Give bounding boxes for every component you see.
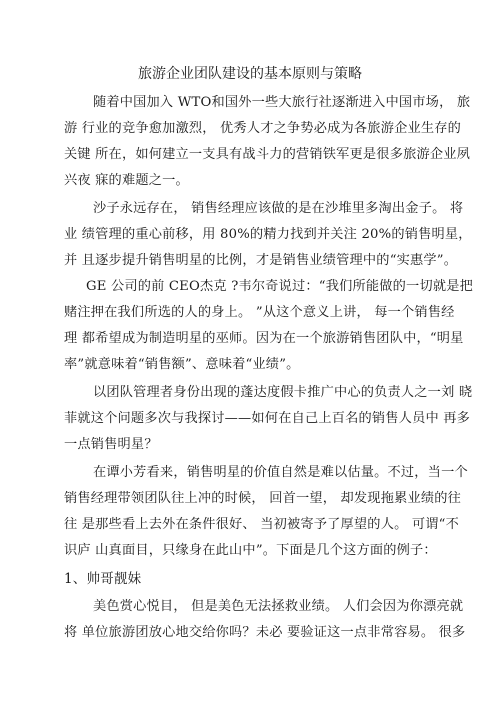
body-line: 关键 所在，如何建立一支具有战斗力的营销铁军更是很多旅游企业夙 (64, 147, 471, 162)
body-line: 识庐 山真面目，只缘身在此山中”。下面是几个这方面的例子： (64, 543, 437, 558)
body-line: 一点销售明星？ (64, 437, 158, 452)
body-line: 并 且逐步提升销售明星的比例，才是销售业绩管理中的“实惠学”。 (64, 253, 458, 268)
body-line: 将 单位旅游团放心地交给你吗？未必 要验证这一点非常容易。 很多 (64, 625, 466, 640)
body-line: 美色赏心悦目， 但是美色无法拯救业绩。 人们会因为你漂亮就 (93, 599, 464, 614)
document-title: 旅游企业团队建设的基本原则与策略 (138, 66, 362, 82)
body-line: 率”就意味着“销售额”、意味着“业绩”。 (64, 357, 300, 372)
body-line: 赌注押在我们所选的人的身上。 ”从这个意义上讲， 每一个销售经 (64, 305, 455, 320)
body-line: 游 行业的竞争愈加激烈， 优秀人才之争势必成为各旅游企业生存的 (64, 121, 462, 136)
body-line: 沙子永远存在， 销售经理应该做的是在沙堆里多淘出金子。 将 (93, 201, 464, 216)
body-line: 业 绩管理的重心前移，用 80%的精力找到并关注 20%的销售明星， (64, 227, 472, 242)
body-line: 在谭小芳看来，销售明星的价值自然是难以估量。不过，当一个 (93, 465, 468, 480)
body-line: 往 是那些看上去外在条件很好、 当初被寄予了厚望的人。 可谓“不 (64, 517, 459, 532)
body-line: 兴夜 寐的难题之一。 (64, 173, 189, 188)
section-heading: 1、帅哥靓妹 (64, 571, 142, 587)
body-line: 理 都希望成为制造明星的巫师。因为在一个旅游销售团队中，“明星 (64, 331, 464, 346)
body-line: GE 公司的前 CEO杰克 ?韦尔奇说过：“我们所能做的一切就是把 (86, 279, 473, 294)
body-line: 随着中国加入 WTO和国外一些大旅行社逐渐进入中国市场， 旅 (93, 95, 471, 110)
body-line: 菲就这个问题多次与我探讨——如何在自己上百名的销售人员中 再多 (64, 411, 471, 426)
body-line: 以团队管理者身份出现的蓬达度假卡推广中心的负责人之一刘 晓 (93, 385, 473, 400)
body-line: 销售经理带领团队往上冲的时候， 回首一望， 却发现拖累业绩的往 (64, 491, 462, 506)
